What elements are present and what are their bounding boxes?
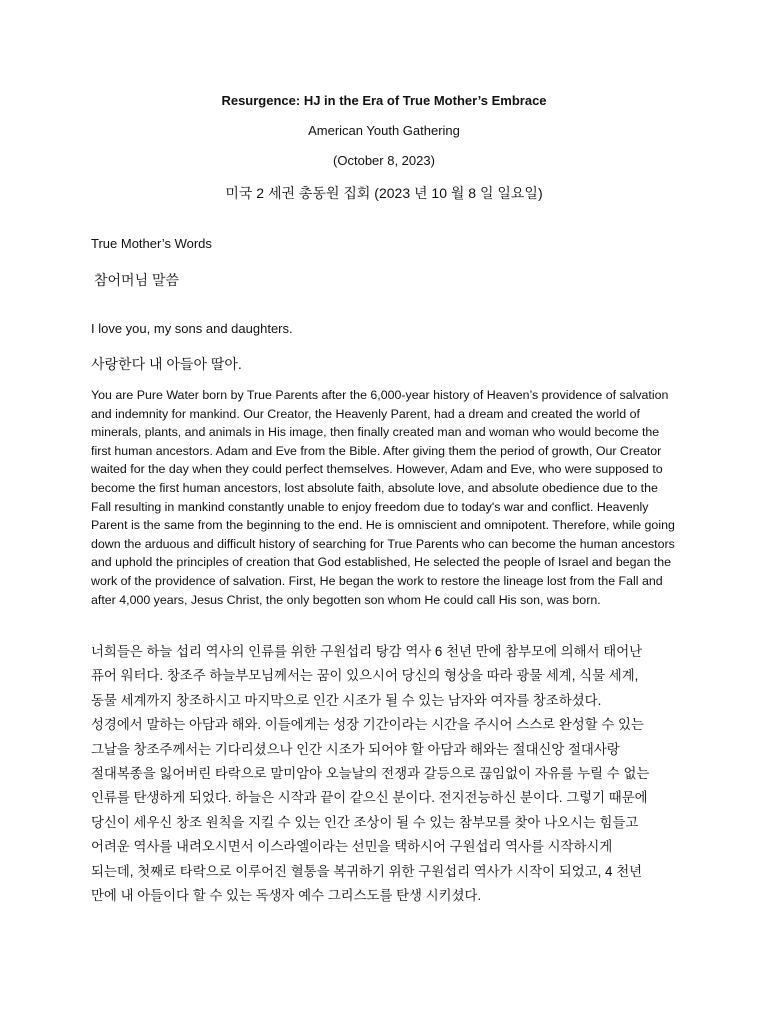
paragraph-ko-line: 퓨어 워터다. 창조주 하늘부모님께서는 꿈이 있으시어 당신의 형상을 따라 광물 세계, 식물 세계, [91,668,639,684]
greeting-ko: 사랑한다 내 아들아 딸아. [91,356,242,372]
paragraph-ko-line: 그날을 창조주께서는 기다리셨으나 인간 시조가 되어야 할 아담과 해와는 절대신앙 절대사랑 [91,741,620,757]
event-name: American Youth Gathering [308,123,460,138]
paragraph-en: You are Pure Water born by True Parents after the 6,000-year history of Heaven’s providence of salvation and indemnity for mankind. Our Creator, the Heavenly Parent, had a dream and created the world of minerals, plants, and animals in His image, then finally created man and woman who would become the first human ancestors. Adam and Eve from the Bible. After giving them the period of growth, Our Creator waited for the day when they could perfect themselves. However, Adam and Eve, who were supposed to become the first human ancestors, lost absolute faith, absolute love, and absolute obedience due to the Fall resulting in mankind constantly unable to enjoy freedom due to today's war and conflict. Heavenly Parent is the same from the beginning to the end. He is omniscient and omnipotent. Therefore, while going down the arduous and difficult history of searching for True Parents who can become the human ancestors and uphold the principles of creation that God established, He selected the people of Israel and began the work of the providence of salvation. First, He began the work to restore the lineage lost from the Fall and after 4,000 years, Jesus Christ, the only begotten son whom He could call His son, was born. [91,388,675,607]
paragraph-ko-line: 당신이 세우신 창조 원칙을 지킬 수 있는 인간 조상이 될 수 있는 참부모를 찾아 나오시는 힘들고 [91,814,639,830]
event-date: (October 8, 2023) [333,153,435,168]
paragraph-ko-line: 동물 세계까지 창조하시고 마지막으로 인간 시조가 될 수 있는 남자와 여자를 창조하셨다. [91,692,602,708]
section-heading-ko: 참어머님 말씀 [94,272,180,288]
paragraph-ko-line: 절대복종을 잃어버린 타락으로 말미암아 오늘날의 전쟁과 갈등으로 끊임없이 자유를 누릴 수 없는 [91,766,650,782]
paragraph-ko-line: 어려운 역사를 내려오시면서 이스라엘이라는 선민을 택하시어 구원섭리 역사를 시작하시게 [91,839,613,855]
paragraph-ko-line: 인류를 탄생하게 되었다. 하늘은 시작과 끝이 같으신 분이다. 전지전능하신 분이다. 그렇기 때문에 [91,790,648,806]
section-heading-en: True Mother’s Words [91,236,212,251]
paragraph-ko-line: 너희들은 하늘 섭리 역사의 인류를 위한 구원섭리 탕감 역사 6 천년 만에 참부모에 의해서 태어난 [91,644,643,659]
paragraph-ko [91,640,691,908]
paragraph-ko-line: 만에 내 아들이다 할 수 있는 독생자 예수 그리스도를 탄생 시키셨다. [91,888,482,904]
greeting-en: I love you, my sons and daughters. [91,321,293,336]
paragraph-ko-line: 성경에서 말하는 아담과 해와. 이들에게는 성장 기간이라는 시간을 주시어 스스로 완성할 수 있는 [91,717,644,733]
document-title: Resurgence: HJ in the Era of True Mother’s Embrace [221,93,547,108]
paragraph-ko-line: 되는데, 첫째로 타락으로 이루어진 혈통을 복귀하기 위한 구원섭리 역사가 시작이 되었고, 4 천년 [91,863,643,879]
korean-event-title: 미국 2 세권 총동원 집회 (2023 년 10 월 8 일 일요일) [225,185,543,201]
